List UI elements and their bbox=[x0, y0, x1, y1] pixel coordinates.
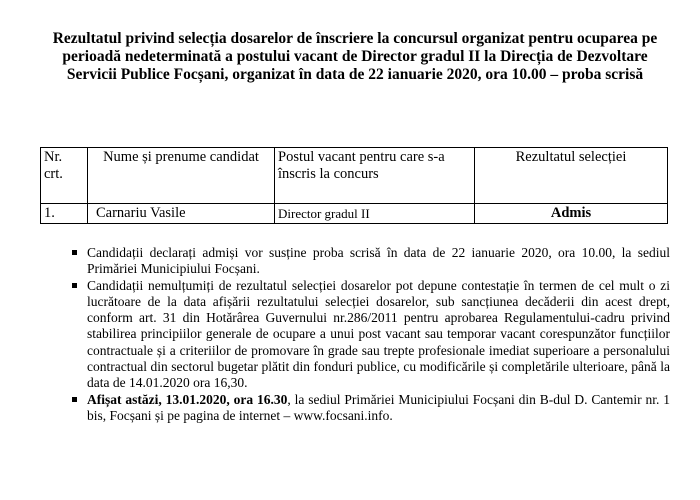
results-table bbox=[40, 147, 668, 224]
header-candidate-name: Nume și prenume candidat bbox=[88, 148, 275, 204]
note-posted-date: Afișat astăzi, 13.01.2020, ora 16.30 bbox=[87, 391, 288, 407]
cell-nr: 1. bbox=[41, 204, 88, 224]
header-nr-crt: Nr. crt. bbox=[41, 148, 88, 204]
list-item bbox=[70, 392, 670, 425]
header-vacant-post: Postul vacant pentru care s-a înscris la concurs bbox=[275, 148, 475, 204]
list-item bbox=[70, 245, 670, 278]
table-header-row bbox=[41, 148, 668, 204]
cell-vacant-post: Director gradul II bbox=[275, 204, 475, 224]
notes-list bbox=[70, 245, 670, 424]
square-bullet-icon bbox=[72, 397, 77, 402]
header-selection-result: Rezultatul selecției bbox=[475, 148, 668, 204]
note-text: , la sediul Primăriei Municipiului Focșani din B-dul D. Cantemir nr. 1 bis, Focșani și pe pagina de internet – www.focsani.info. bbox=[87, 391, 670, 423]
list-item bbox=[70, 278, 670, 392]
document-title: Rezultatul privind selecția dosarelor de înscriere la concursul organizat pentru ocuparea pe perioadă nedeterminată a postului vacant de Director gradul II la Direcția de Dezvoltare Servicii Publice Focșani, organizat în data de 22 ianuarie 2020, ora 10.00 – proba scrisă bbox=[52, 30, 658, 83]
note-text: Candidații declarați admiși vor susține proba scrisă în data de 22 ianuarie 2020, ora 10.00, la sediul Primăriei Municipiului Focșani. bbox=[87, 245, 670, 277]
square-bullet-icon bbox=[72, 283, 77, 288]
table-row bbox=[41, 204, 668, 224]
cell-selection-result: Admis bbox=[475, 204, 668, 224]
note-text: Candidații nemulțumiți de rezultatul selecției dosarelor pot depune contestație în termen de cel mult o zi lucrătoare de la data afișării rezultatului selecției dosarelor, sub sancțiunea decăderii din acest drept, conform art. 31 din Hotărârea Guvernului nr.286/2011 pentru aprobarea Regulamentului-cadru privind stabilirea principiilor generale de ocupare a unui post vacant sau temporar vacant corespunzător funcțiilor contractuale și a criteriilor de promovare în grade sau trepte profesionale imediat superioare a personalului contractual din sectorul bugetar plătit din fonduri publice, cu modificările și completările ulterioare, până la data de 14.01.2020 ora 16,30. bbox=[87, 277, 670, 391]
cell-candidate-name: Carnariu Vasile bbox=[88, 204, 275, 224]
square-bullet-icon bbox=[72, 250, 77, 255]
